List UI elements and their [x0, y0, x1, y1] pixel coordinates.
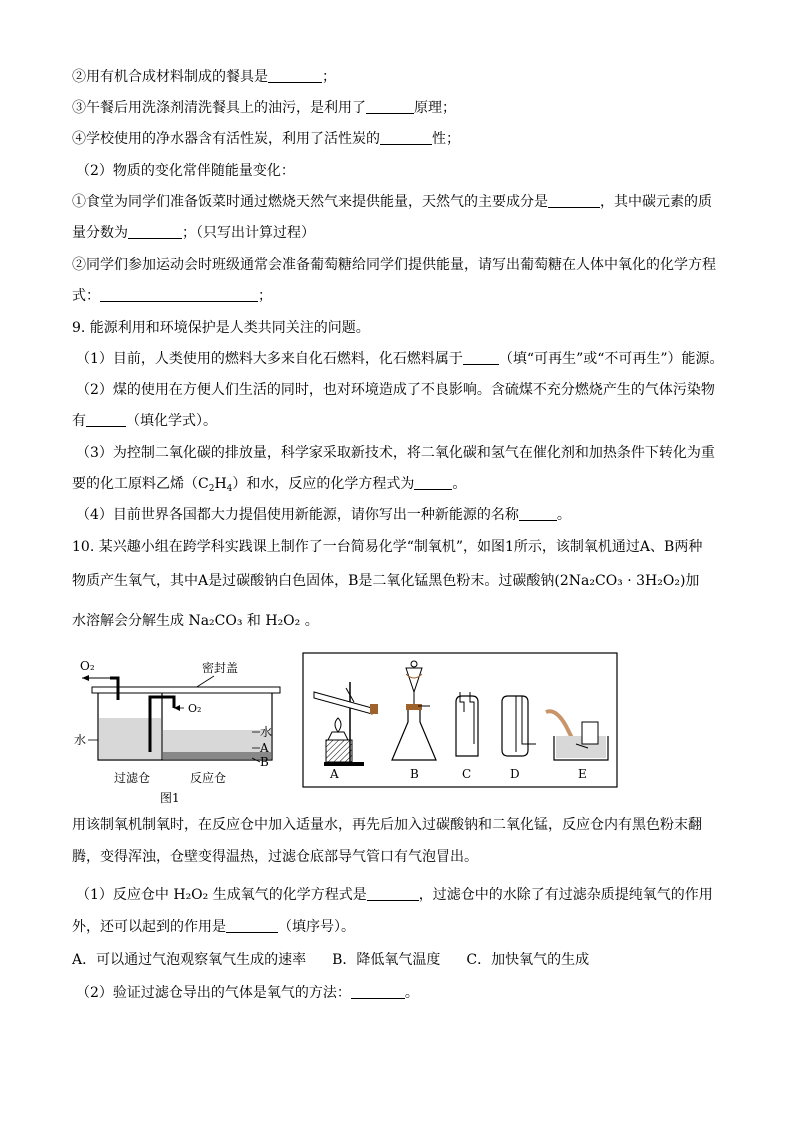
- o2-inner-label: O₂: [188, 702, 202, 715]
- q9-part-3-line-2: 要的化工原料乙烯$(C_2H_4)$和水，反应的化学方程式为 。: [72, 476, 467, 494]
- q9-part-2-line-1: （2）煤的使用在方便人们生活的同时，也对环境造成了不良影响。含硫煤不充分燃烧产生的气体污染物: [76, 382, 715, 398]
- answer-blank[interactable]: [100, 287, 258, 302]
- answer-blank[interactable]: [268, 68, 322, 83]
- apparatus-c: [456, 692, 478, 781]
- apparatus-d-label: D: [510, 767, 520, 781]
- q10-desc-2: 腾，变得浑浊，仓壁变得温热，过滤仓底部导气管口有气泡冒出。: [72, 849, 478, 865]
- oxygen-generator-figure: [74, 652, 290, 810]
- q10-line-2: 物质产生氧气，其中A是过碳酸钠白色固体，B是二氧化锰黑色粉末。过碳酸钠(2Na₂CO₃ · 3H₂O₂)加: [72, 573, 700, 589]
- apparatus-a-label: A: [330, 767, 339, 781]
- q8-part-2: （2）物质的变化常伴随能量变化：: [76, 163, 295, 179]
- q10-options: [72, 951, 589, 969]
- q10-part-1-line-1: （1）反应仓中 H₂O₂ 生成氧气的化学方程式是 ，过滤仓中的水除了有过滤杂质提纯氧气的作用: [76, 887, 713, 903]
- substance-layer: [163, 752, 271, 759]
- water-right-label: 水: [260, 725, 273, 739]
- apparatus-d: [502, 696, 536, 781]
- q8-sub-1-line-2: 量分数为 ；（只写出计算过程）: [72, 225, 315, 241]
- answer-blank[interactable]: [414, 475, 452, 490]
- answer-blank[interactable]: [463, 350, 499, 365]
- apparatus-b: [392, 661, 436, 781]
- q8-item-4: ④学校使用的净水器含有活性炭，利用了活性炭的 性；: [72, 131, 460, 147]
- lab-apparatus-figure: [302, 652, 618, 788]
- q10-desc-1: 用该制氧机制氧时，在反应仓中加入适量水，再先后加入过碳酸钠和二氧化锰，反应仓内有黑色粉末翻: [72, 817, 702, 833]
- q9-title: 9. 能源利用和环境保护是人类共同关注的问题。: [72, 320, 370, 336]
- arrow-head-icon: [82, 675, 89, 681]
- water-left-label: 水: [74, 733, 87, 747]
- q10-part-1-line-2: 外，还可以起到的作用是 （填序号）。: [72, 919, 355, 935]
- seal-lid-label: 密封盖: [202, 661, 239, 675]
- apparatus-e-label: E: [578, 767, 587, 781]
- q8-item-2: ②用有机合成材料制成的餐具是 ；: [72, 69, 336, 85]
- peroxide-formula: (2Na₂CO₃ · 3H₂O₂): [554, 573, 686, 589]
- q8-sub-2-line-2: 式： ；: [72, 288, 272, 304]
- apparatus-a: [314, 682, 378, 781]
- filter-water: [99, 718, 161, 759]
- option-b[interactable]: B．降低氧气温度: [332, 952, 441, 968]
- answer-blank[interactable]: [548, 193, 600, 208]
- apparatus-e: [546, 711, 608, 781]
- o2-outlet-label: O₂: [80, 659, 95, 673]
- q10-line-3: 水溶解会分解生成 Na₂CO₃ 和 H₂O₂ 。: [72, 613, 319, 629]
- q9-part-3-line-1: （3）为控制二氧化碳的排放量，科学家采取新技术，将二氧化碳和氢气在催化剂和加热条件下转化为重: [76, 445, 715, 461]
- q9-part-2-line-2: 有 （填化学式）。: [72, 413, 217, 429]
- option-a[interactable]: A．可以通过气泡观察氧气生成的速率: [72, 952, 307, 968]
- q8-sub-2-line-1: ②同学们参加运动会时班级通常会准备葡萄糖给同学们提供能量，请写出葡萄糖在人体中氧化的化学方程: [72, 257, 716, 273]
- answer-blank[interactable]: [351, 984, 405, 999]
- apparatus-c-label: C: [462, 767, 472, 781]
- q9-part-4: （4）目前世界各国都大力提倡使用新能源，请你写出一种新能源的名称 。: [76, 507, 571, 523]
- answer-blank[interactable]: [366, 99, 414, 114]
- q9-part-1: （1）目前，人类使用的燃料大多来自化石燃料，化石燃料属于 （填“可再生”或“不可再生”）能源。: [76, 351, 724, 367]
- option-c[interactable]: C．加快氧气的生成: [466, 952, 590, 968]
- q8-item-3: ③午餐后用洗涤剂清洗餐具上的油污，是利用了 原理；: [72, 100, 456, 116]
- filter-chamber-label: 过滤仓: [114, 771, 151, 785]
- apparatus-b-label: B: [410, 767, 419, 781]
- seal-lid: [92, 687, 280, 693]
- answer-blank[interactable]: [519, 506, 557, 521]
- answer-blank[interactable]: [86, 412, 126, 427]
- answer-blank[interactable]: [367, 886, 419, 901]
- figure-1-caption: 图1: [160, 791, 180, 805]
- q8-sub-1-line-1: ①食堂为同学们准备饭菜时通过燃烧天然气来提供能量，天然气的主要成分是 ，其中碳元素的质: [72, 194, 712, 210]
- reaction-chamber-label: 反应仓: [190, 771, 227, 785]
- answer-blank[interactable]: [128, 224, 182, 239]
- answer-blank[interactable]: [380, 130, 432, 145]
- label-a: A: [260, 741, 269, 755]
- q10-part-2: （2）验证过滤仓导出的气体是氧气的方法： 。: [76, 985, 419, 1001]
- q10-line-1: 10. 某兴趣小组在跨学科实践课上制作了一台简易化学“制氧机”，如图1所示，该制氧机通过A、B两种: [72, 539, 703, 555]
- label-b: B: [260, 755, 269, 769]
- answer-blank[interactable]: [226, 918, 278, 933]
